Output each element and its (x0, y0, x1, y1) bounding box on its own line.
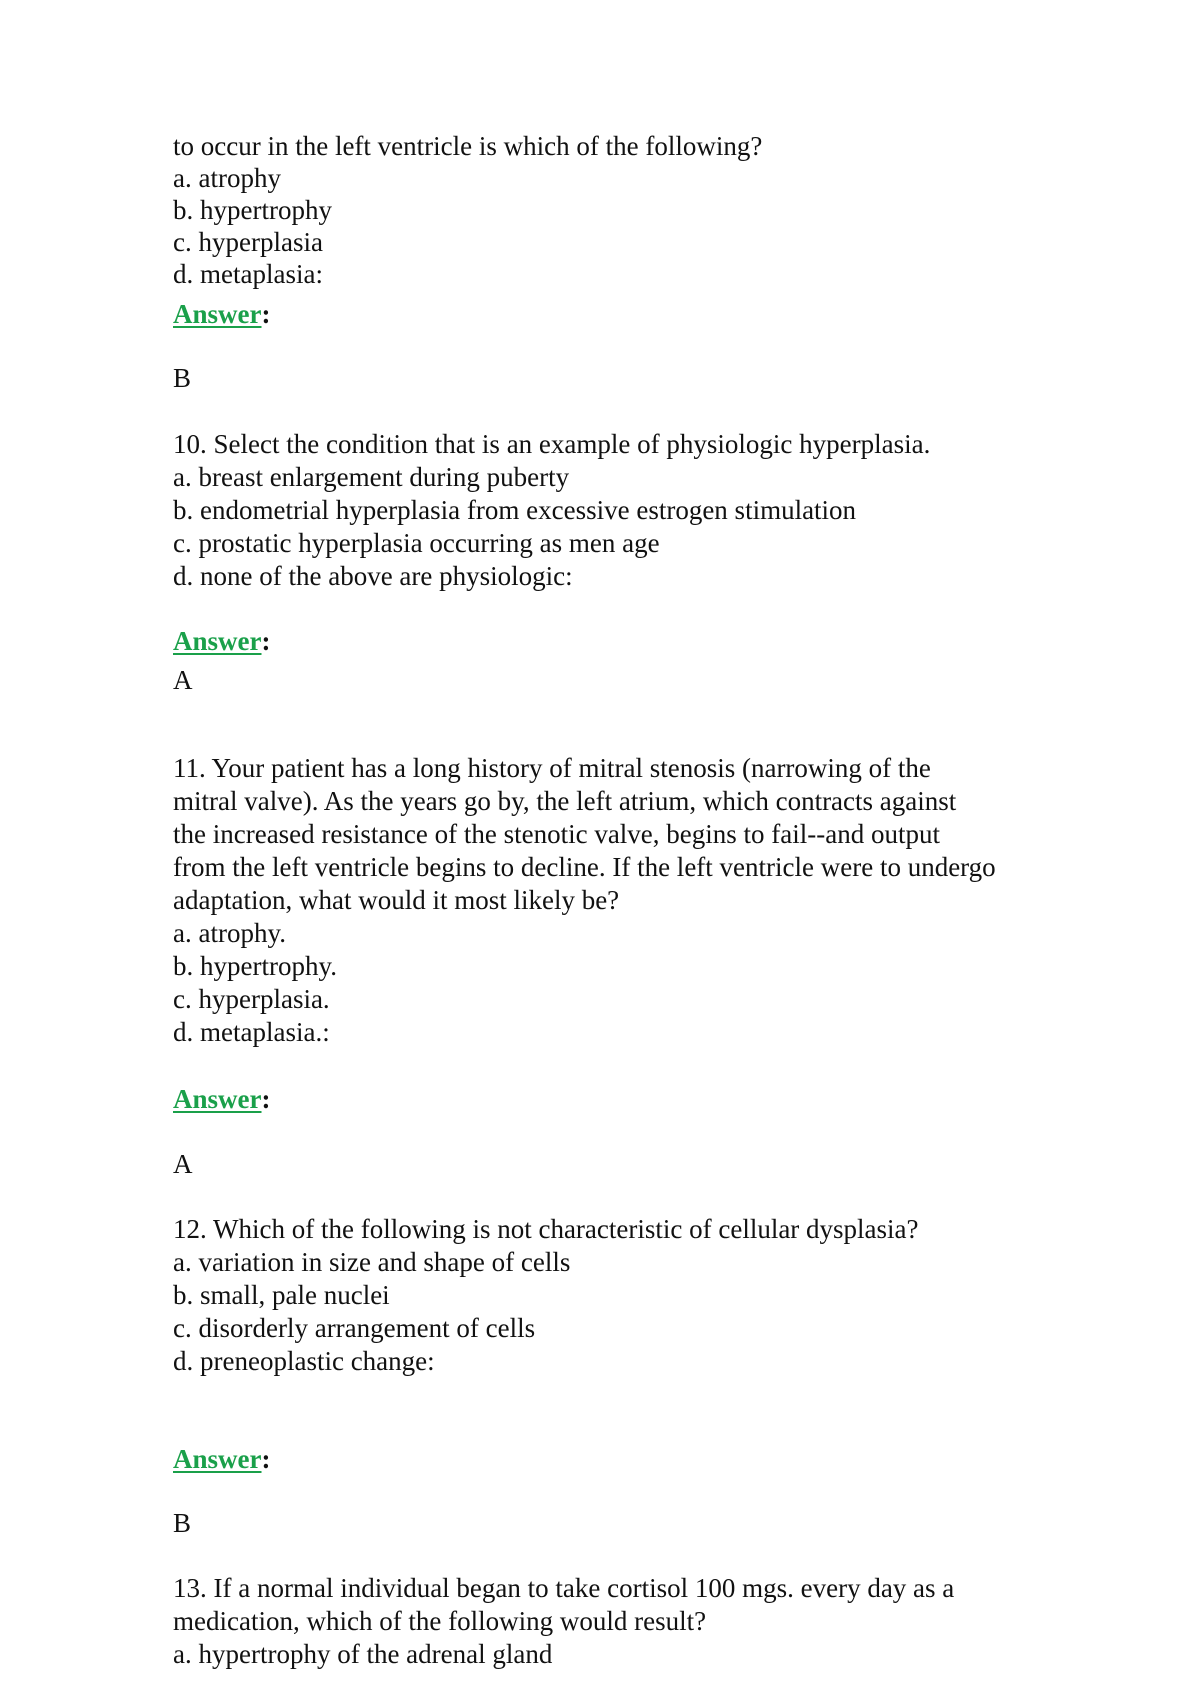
answer-value: A (173, 1149, 193, 1179)
question-stem: 10. Select the condition that is an example of physiologic hyperplasia. (173, 429, 931, 459)
answer-colon: : (261, 299, 271, 329)
question-stem-line: the increased resistance of the stenotic valve, begins to fail--and output (173, 819, 940, 849)
option-c: c. disorderly arrangement of cells (173, 1313, 536, 1343)
question-stem: to occur in the left ventricle is which of the following? (173, 131, 763, 161)
question-stem: 12. Which of the following is not characteristic of cellular dysplasia? (173, 1214, 919, 1244)
option-d: d. metaplasia.: (173, 1017, 330, 1047)
answer-colon: : (261, 1444, 271, 1474)
question-stem-line: 11. Your patient has a long history of mitral stenosis (narrowing of the (173, 753, 931, 783)
option-b: b. endometrial hyperplasia from excessive estrogen stimulation (173, 495, 857, 525)
answer-colon: : (261, 626, 271, 656)
option-a: a. atrophy. (173, 918, 286, 948)
answer-heading (173, 298, 271, 331)
option-a: a. atrophy (173, 163, 281, 193)
answer-label: Answer (173, 299, 262, 329)
option-c: c. prostatic hyperplasia occurring as men age (173, 528, 660, 558)
answer-value: B (173, 363, 192, 393)
answer-colon: : (261, 1084, 271, 1114)
answer-heading (173, 1083, 271, 1116)
option-c: c. hyperplasia. (173, 984, 330, 1014)
answer-label: Answer (173, 1084, 262, 1114)
question-stem-line: adaptation, what would it most likely be? (173, 885, 620, 915)
option-a: a. breast enlargement during puberty (173, 462, 570, 492)
answer-heading (173, 1443, 271, 1476)
answer-value: A (173, 665, 193, 695)
question-stem-line: medication, which of the following would result? (173, 1606, 707, 1636)
option-d: d. preneoplastic change: (173, 1346, 435, 1376)
answer-label: Answer (173, 1444, 262, 1474)
question-stem-line: 13. If a normal individual began to take cortisol 100 mgs. every day as a (173, 1573, 955, 1603)
answer-heading (173, 625, 271, 658)
option-d: d. none of the above are physiologic: (173, 561, 573, 591)
option-a: a. variation in size and shape of cells (173, 1247, 571, 1277)
option-c: c. hyperplasia (173, 227, 323, 257)
question-stem-line: mitral valve). As the years go by, the left atrium, which contracts against (173, 786, 957, 816)
answer-value: B (173, 1508, 192, 1538)
option-a: a. hypertrophy of the adrenal gland (173, 1639, 553, 1669)
option-b: b. small, pale nuclei (173, 1280, 390, 1310)
question-stem-line: from the left ventricle begins to decline. If the left ventricle were to undergo (173, 852, 996, 882)
option-b: b. hypertrophy (173, 195, 332, 225)
option-d: d. metaplasia: (173, 259, 323, 289)
option-b: b. hypertrophy. (173, 951, 337, 981)
answer-label: Answer (173, 626, 262, 656)
